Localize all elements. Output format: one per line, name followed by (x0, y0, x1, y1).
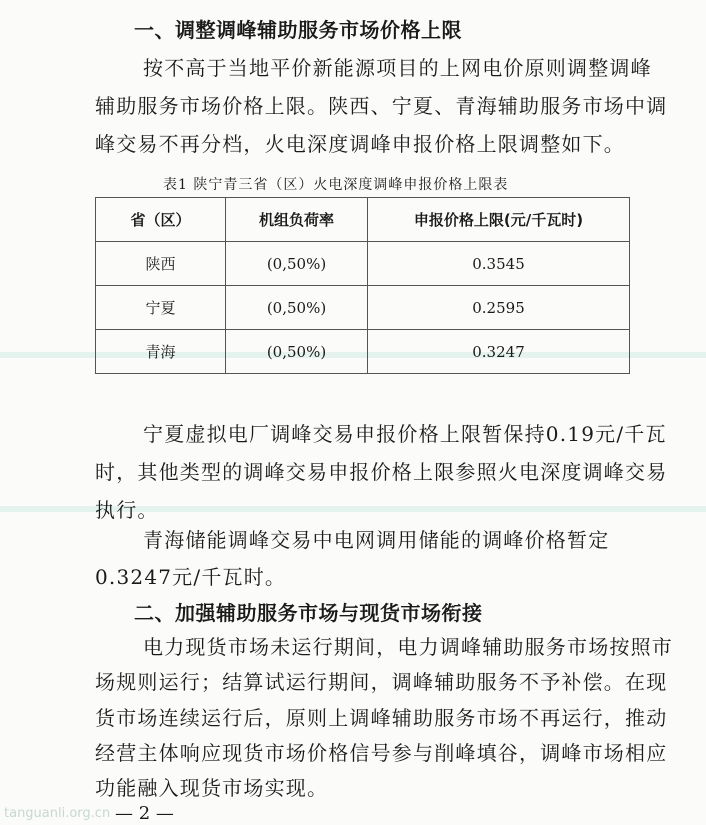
table-row (96, 330, 630, 374)
table-row (96, 242, 630, 286)
section-2-heading: 二、加强辅助服务市场与现货市场衔接 (134, 601, 483, 625)
table-row (96, 286, 630, 330)
paragraph-line: 电力现货市场未运行期间，电力调峰辅助服务市场按照市 (143, 635, 673, 659)
column-header-load-rate: 机组负荷率 (226, 198, 368, 242)
paragraph-line: 执行。 (95, 498, 159, 522)
paragraph-line: 0.3247元/千瓦时。 (95, 565, 287, 589)
price-cap-table (95, 197, 630, 374)
cell-price-cap: 0.2595 (368, 286, 630, 330)
table-caption: 表1 陕宁青三省（区）火电深度调峰申报价格上限表 (163, 177, 509, 193)
paragraph-line: 货市场连续运行后，原则上调峰辅助服务市场不再运行，推动 (95, 706, 668, 730)
cell-province: 宁夏 (96, 286, 226, 330)
cell-province: 陕西 (96, 242, 226, 286)
paragraph-line: 青海储能调峰交易中电网调用储能的调峰价格暂定 (143, 528, 610, 552)
cell-province: 青海 (96, 330, 226, 374)
paragraph-line: 宁夏虚拟电厂调峰交易申报价格上限暂保持0.19元/千瓦 (143, 422, 667, 446)
paragraph-line: 峰交易不再分档，火电深度调峰申报价格上限调整如下。 (95, 132, 625, 156)
paragraph-line: 辅助服务市场价格上限。陕西、宁夏、青海辅助服务市场中调 (95, 94, 668, 118)
cell-price-cap: 0.3545 (368, 242, 630, 286)
watermark: tanguanli.org.cn (4, 806, 111, 821)
table-header-row (96, 198, 630, 242)
column-header-price-cap: 申报价格上限(元/千瓦时) (368, 198, 630, 242)
cell-load-rate: (0,50%) (226, 242, 368, 286)
cell-load-rate: (0,50%) (226, 286, 368, 330)
column-header-province: 省（区） (96, 198, 226, 242)
cell-load-rate: (0,50%) (226, 330, 368, 374)
paragraph-line: 功能融入现货市场实现。 (95, 776, 329, 800)
paragraph-line: 时，其他类型的调峰交易申报价格上限参照火电深度调峰交易 (95, 460, 668, 484)
section-1-heading: 一、调整调峰辅助服务市场价格上限 (134, 18, 462, 42)
paragraph-line: 场规则运行；结算试运行期间，调峰辅助服务不予补偿。在现 (95, 670, 668, 694)
paragraph-line: 经营主体响应现货市场价格信号参与削峰填谷，调峰市场相应 (95, 741, 668, 765)
paragraph-line: 按不高于当地平价新能源项目的上网电价原则调整调峰 (143, 56, 652, 80)
cell-price-cap: 0.3247 (368, 330, 630, 374)
page-number: — 2 — (115, 803, 174, 824)
